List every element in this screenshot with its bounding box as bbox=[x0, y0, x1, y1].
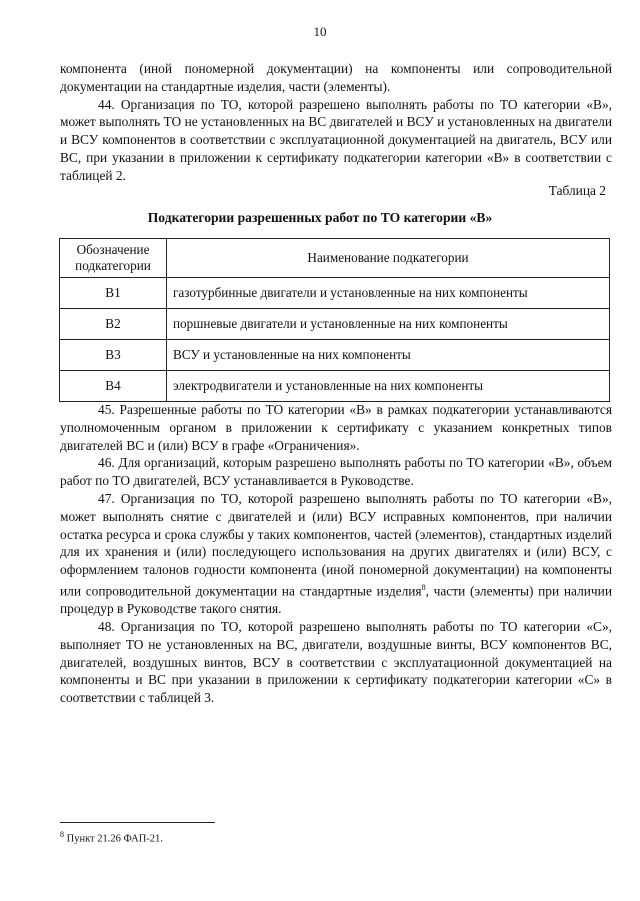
text-block-bottom bbox=[60, 401, 612, 707]
footnote-divider bbox=[60, 822, 215, 823]
text-block-top bbox=[60, 60, 612, 185]
table-header-code: Обозначение подкатегории bbox=[60, 239, 167, 278]
page-number: 10 bbox=[313, 24, 327, 39]
table-label: Таблица 2 bbox=[548, 183, 606, 198]
paragraph-44: 44. Организация по ТО, которой разрешено выполнять работы по ТО категории «В», может выполнять ТО не установленных на ВС двигателей и ВСУ и установленных на двигатели и ВСУ компонентов в соответствии с эксплуатационной документацией на двигатель, ВСУ или ВС, при указании в приложении к сертификату подкатегории категории «В» в соответствии с таблицей 2. bbox=[60, 96, 612, 183]
table-row bbox=[60, 371, 610, 402]
footnote bbox=[60, 830, 163, 845]
table-header-row bbox=[60, 239, 610, 278]
table-cell-name: ВСУ и установленные на них компоненты bbox=[167, 340, 610, 371]
paragraph-47 bbox=[60, 490, 612, 618]
table-row bbox=[60, 278, 610, 309]
footnote-text: Пункт 21.26 ФАП-21. bbox=[66, 833, 163, 845]
table-cell-code: В2 bbox=[60, 309, 167, 340]
table-header-name: Наименование подкатегории bbox=[167, 239, 610, 278]
table-cell-name: газотурбинные двигатели и установленные на них компоненты bbox=[167, 278, 610, 309]
paragraph-47-text-end: , части (элементы) при наличии процедур в Руководстве такого снятия. bbox=[60, 583, 613, 617]
paragraph-continuation: компонента (иной пономерной документации) на компоненты или сопроводительной документации на стандартные изделия, части (элементы). bbox=[60, 61, 612, 94]
table-cell-name: электродвигатели и установленные на них компоненты bbox=[167, 371, 610, 402]
table-row bbox=[60, 340, 610, 371]
subcategory-table bbox=[59, 238, 610, 402]
table-cell-name: поршневые двигатели и установленные на них компоненты bbox=[167, 309, 610, 340]
table-title: Подкатегории разрешенных работ по ТО категории «В» bbox=[147, 210, 493, 225]
paragraph-47-text-start: 47. Организация по ТО, которой разрешено выполнять работы по ТО категории «В», может выполнять снятие с двигателей и (или) ВСУ исправных компонентов, при наличии остатка ресурса и срока службы у таких компонентов, частей (элементов), стандартных изделий для их хранения и (или) последующего использования на других двигателях и (или) ВСУ, с оформлением талонов годности компонента (иной пономерной документации) на компоненты или сопроводительной документации на стандартные изделия bbox=[60, 490, 612, 599]
paragraph-48: 48. Организация по ТО, которой разрешено выполнять работы по ТО категории «С», выполняет ТО не установленных на ВС, двигатели, воздушные винты, ВСУ компонентов ВС, двигателей, воздушных винтов, ВСУ в соответствии с эксплуатационной документацией на компоненты и ВС при указании в приложении к сертификату подкатегории категории «С» в соответствии с таблицей 3. bbox=[60, 619, 612, 706]
table-cell-code: В4 bbox=[60, 371, 167, 402]
footnote-reference[interactable]: 8 bbox=[421, 582, 426, 592]
paragraph-46: 46. Для организаций, которым разрешено выполнять работы по ТО категории «В», объем работ по ТО двигателей, ВСУ устанавливается в Руководстве. bbox=[60, 455, 612, 489]
paragraph-45: 45. Разрешенные работы по ТО категории «В» в рамках подкатегории устанавливаются уполномоченным органом в приложении к сертификату с указанием конкретных типов двигателей ВС и (или) ВСУ в графе «Ограничения». bbox=[60, 402, 612, 453]
footnote-mark: 8 bbox=[60, 830, 64, 839]
table-cell-code: В3 bbox=[60, 340, 167, 371]
table-cell-code: В1 bbox=[60, 278, 167, 309]
table-row bbox=[60, 309, 610, 340]
